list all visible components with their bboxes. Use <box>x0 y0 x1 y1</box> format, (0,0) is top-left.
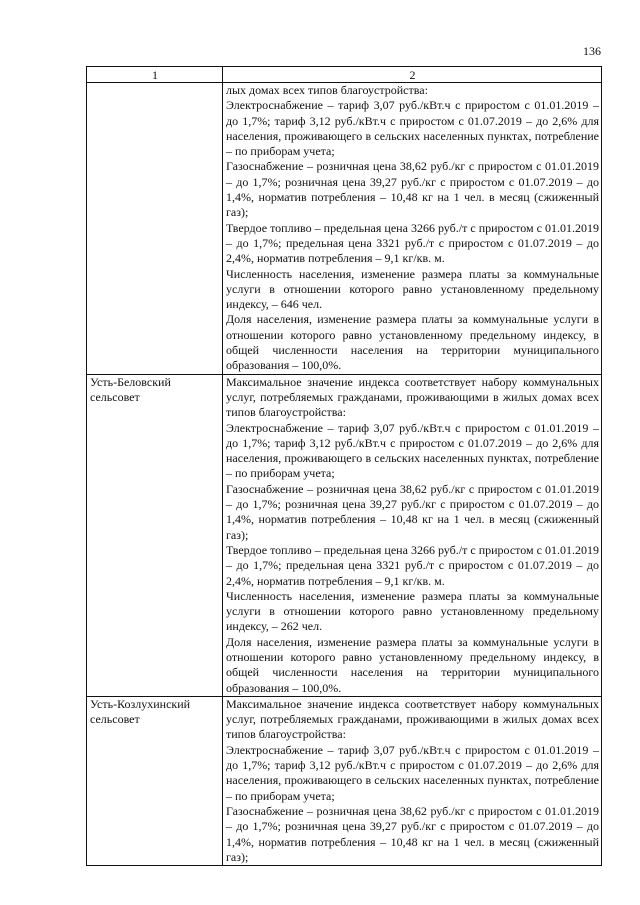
tariff-table <box>86 66 602 866</box>
paragraph: Электроснабжение – тариф 3,07 руб./кВт.ч с приростом с 01.01.2019 – до 1,7%; тариф 3,12 руб./кВт.ч с приростом с 01.07.2019 – до 2,6% для населения, проживающего в сельских населенных пунктах, потребление – по приборам учета; <box>226 420 599 481</box>
table-row <box>87 696 602 865</box>
paragraph: Газоснабжение – розничная цена 38,62 руб./кг с приростом с 01.01.2019 – до 1,7%; розничная цена 39,27 руб./кг с приростом с 01.07.2019 – до 1,4%, норматив потребления – 10,48 кг на 1 чел. в месяц (сжиженный газ); <box>226 803 599 864</box>
paragraph: Твердое топливо – предельная цена 3266 руб./т с приростом с 01.01.2019 – до 1,7%; предельная цена 3321 руб./т с приростом с 01.07.2019 – до 2,4%, норматив потребления – 9,1 кг/кв. м. <box>226 542 599 588</box>
description-cell <box>223 83 602 375</box>
paragraph: Газоснабжение – розничная цена 38,62 руб./кг с приростом с 01.01.2019 – до 1,7%; розничная цена 39,27 руб./кг с приростом с 01.07.2019 – до 1,4%, норматив потребления – 10,48 кг на 1 чел. в месяц (сжиженный газ); <box>226 159 599 220</box>
region-name: Усть-Козлухинский сельсовет <box>90 696 191 727</box>
table-row <box>87 83 602 375</box>
paragraph: Газоснабжение – розничная цена 38,62 руб./кг с приростом с 01.01.2019 – до 1,7%; розничная цена 39,27 руб./кг с приростом с 01.07.2019 – до 1,4%, норматив потребления – 10,48 кг на 1 чел. в месяц (сжиженный газ); <box>226 481 599 542</box>
paragraph: Доля населения, изменение размера платы за коммунальные услуги в отношении которого равно установленному предельному индексу, в общей численности населения на территории муниципального образования – 100,0%. <box>226 312 599 373</box>
paragraph: Максимальное значение индекса соответствует набору коммунальных услуг, потребляемых гражданами, проживающими в жилых домах всех типов благоустройства: <box>226 696 599 742</box>
region-cell <box>87 696 223 865</box>
paragraph: Численность населения, изменение размера платы за коммунальные услуги в отношении которого равно установленному предельному индексу, – 646 чел. <box>226 266 599 312</box>
region-cell <box>87 374 223 696</box>
paragraph: Численность населения, изменение размера платы за коммунальные услуги в отношении которого равно установленному предельному индексу, – 262 чел. <box>226 588 599 634</box>
description-cell <box>223 696 602 865</box>
paragraph: Максимальное значение индекса соответствует набору коммунальных услуг, потребляемых гражданами, проживающими в жилых домах всех типов благоустройства: <box>226 374 599 420</box>
paragraph: Электроснабжение – тариф 3,07 руб./кВт.ч с приростом с 01.01.2019 – до 1,7%; тариф 3,12 руб./кВт.ч с приростом с 01.07.2019 – до 2,6% для населения, проживающего в сельских населенных пунктах, потребление – по приборам учета; <box>226 742 599 803</box>
region-cell <box>87 83 223 375</box>
paragraph: Электроснабжение – тариф 3,07 руб./кВт.ч с приростом с 01.01.2019 – до 1,7%; тариф 3,12 руб./кВт.ч с приростом с 01.07.2019 – до 2,6% для населения, проживающего в сельских населенных пунктах, потребление – по приборам учета; <box>226 98 599 159</box>
region-name: Усть-Беловский сельсовет <box>90 374 171 404</box>
description-cell <box>223 374 602 696</box>
page-number: 136 <box>583 44 601 58</box>
paragraph: лых домах всех типов благоустройства: <box>226 83 428 97</box>
column-header-2: 2 <box>223 67 602 83</box>
paragraph: Доля населения, изменение размера платы за коммунальные услуги в отношении которого равно установленному предельному индексу, в общей численности населения на территории муниципального образования – 100,0%. <box>226 634 599 695</box>
table-row <box>87 374 602 696</box>
column-header-1: 1 <box>87 67 223 83</box>
paragraph: Твердое топливо – предельная цена 3266 руб./т с приростом с 01.01.2019 – до 1,7%; предельная цена 3321 руб./т с приростом с 01.07.2019 – до 2,4%, норматив потребления – 9,1 кг/кв. м. <box>226 220 599 266</box>
table-header-row <box>87 67 602 83</box>
